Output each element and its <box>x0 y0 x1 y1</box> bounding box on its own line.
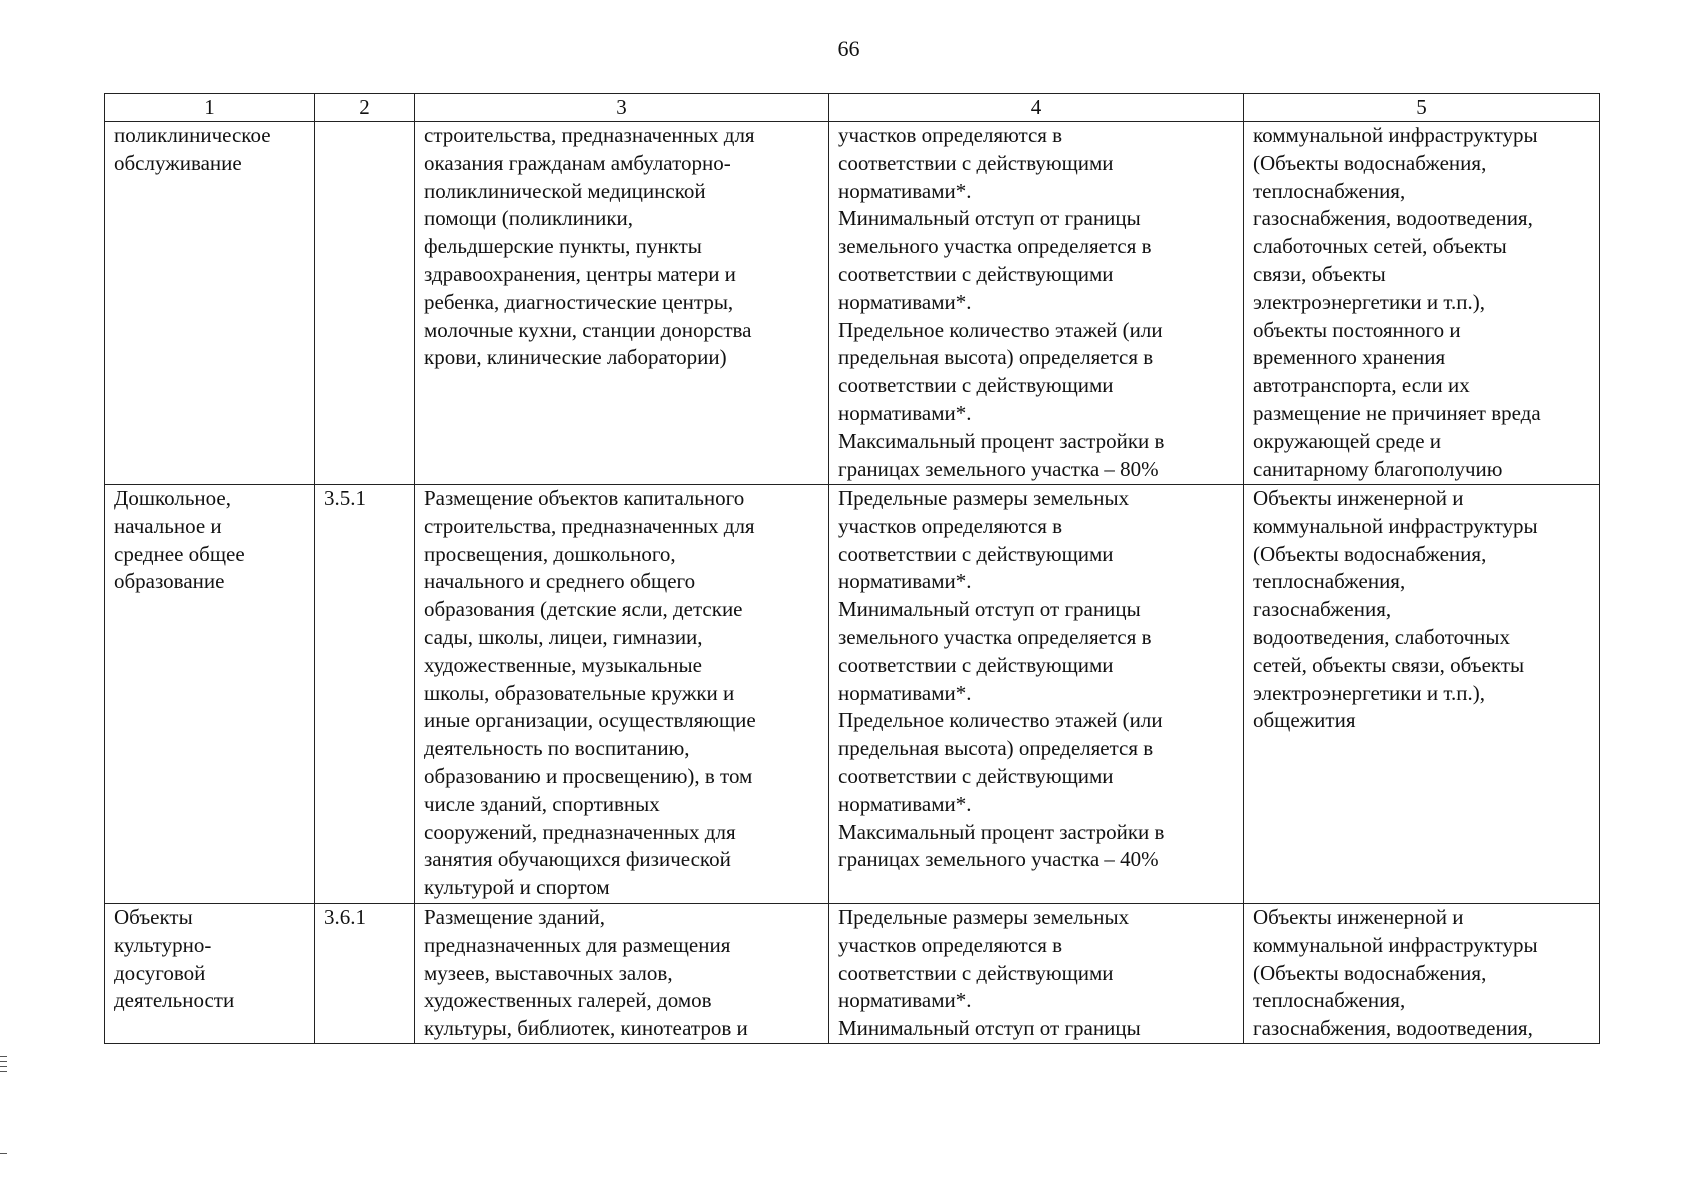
use-type-parameters-text: Предельные размеры земельных участков определяются в соответствии с действующими нормативами*. Минимальный отступ от границы земельного участка определяется в соответствии с действующими нормативами*. Предельное количество этажей (или предельная высота) определяется в соответствии с действующими нормативами*. Максимальный процент застройки в границах земельного участка – 40% <box>838 486 1165 872</box>
binding-margin-mark <box>0 1056 7 1057</box>
use-type-description <box>415 904 829 1044</box>
column-header-5: 5 <box>1244 94 1600 122</box>
auxiliary-uses <box>1244 122 1600 485</box>
auxiliary-uses-text: Объекты инженерной и коммунальной инфраструктуры (Объекты водоснабжения, теплоснабжения, газоснабжения, водоотведения, слаботочных сетей, объекты связи, объекты электроэнергетики и т.п.), общежития <box>1253 486 1538 733</box>
table-row <box>105 485 1600 904</box>
table-row <box>105 122 1600 485</box>
use-type-name <box>105 122 315 485</box>
use-type-code-text: 3.6.1 <box>324 905 366 929</box>
use-type-code <box>315 485 415 904</box>
use-type-description <box>415 122 829 485</box>
table-header-row <box>105 94 1600 122</box>
column-header-1: 1 <box>105 94 315 122</box>
use-type-description <box>415 485 829 904</box>
binding-margin-mark <box>0 1066 7 1067</box>
auxiliary-uses-text: коммунальной инфраструктуры (Объекты водоснабжения, теплоснабжения, газоснабжения, водоотведения, слаботочных сетей, объекты связи, объекты электроэнергетики и т.п.), объекты постоянного и временного хранения автотранспорта, если их размещение не причиняет вреда окружающей среде и санитарному благополучию <box>1253 123 1541 481</box>
table-row <box>105 904 1600 1044</box>
use-type-parameters <box>829 485 1244 904</box>
use-type-description-text: строительства, предназначенных для оказания гражданам амбулаторно- поликлинической медицинской помощи (поликлиники, фельдшерские пункты, пункты здравоохранения, центры матери и ребенка, диагностические центры, молочные кухни, станции донорства крови, клинические лаборатории) <box>424 123 755 370</box>
use-type-description-text: Размещение объектов капитального строительства, предназначенных для просвещения, дошкольного, начального и среднего общего образования (детские ясли, детские сады, школы, лицеи, гимназии, художественные, музыкальные школы, образовательные кружки и иные организации, осуществляющие деятельность по воспитанию, образованию и просвещению), в том числе зданий, спортивных сооружений, предназначенных для занятия обучающихся физической культурой и спортом <box>424 486 756 900</box>
column-header-3: 3 <box>415 94 829 122</box>
use-type-name-text: Дошкольное, начальное и среднее общее образование <box>114 486 245 594</box>
column-header-2: 2 <box>315 94 415 122</box>
use-type-code <box>315 904 415 1044</box>
use-type-description-text: Размещение зданий, предназначенных для размещения музеев, выставочных залов, художественных галерей, домов культуры, библиотек, кинотеатров и <box>424 905 748 1041</box>
auxiliary-uses-text: Объекты инженерной и коммунальной инфраструктуры (Объекты водоснабжения, теплоснабжения, газоснабжения, водоотведения, <box>1253 905 1538 1041</box>
use-type-name-text: поликлиническое обслуживание <box>114 123 271 175</box>
auxiliary-uses <box>1244 904 1600 1044</box>
land-use-regulations-table <box>104 93 1600 1044</box>
use-type-parameters <box>829 122 1244 485</box>
use-type-code <box>315 122 415 485</box>
binding-margin-mark <box>0 1061 7 1062</box>
use-type-parameters-text: участков определяются в соответствии с действующими нормативами*. Минимальный отступ от границы земельного участка определяется в соответствии с действующими нормативами*. Предельное количество этажей (или предельная высота) определяется в соответствии с действующими нормативами*. Максимальный процент застройки в границах земельного участка – 80% <box>838 123 1165 481</box>
use-type-parameters-text: Предельные размеры земельных участков определяются в соответствии с действующими нормативами*. Минимальный отступ от границы <box>838 905 1141 1041</box>
use-type-code-text: 3.5.1 <box>324 486 366 510</box>
use-type-name <box>105 485 315 904</box>
column-header-4: 4 <box>829 94 1244 122</box>
use-type-name <box>105 904 315 1044</box>
binding-margin-mark <box>0 1071 7 1072</box>
use-type-name-text: Объекты культурно- досуговой деятельности <box>114 905 235 1013</box>
auxiliary-uses <box>1244 485 1600 904</box>
use-type-parameters <box>829 904 1244 1044</box>
page-number: 66 <box>837 36 860 61</box>
binding-margin-mark <box>0 1153 7 1154</box>
